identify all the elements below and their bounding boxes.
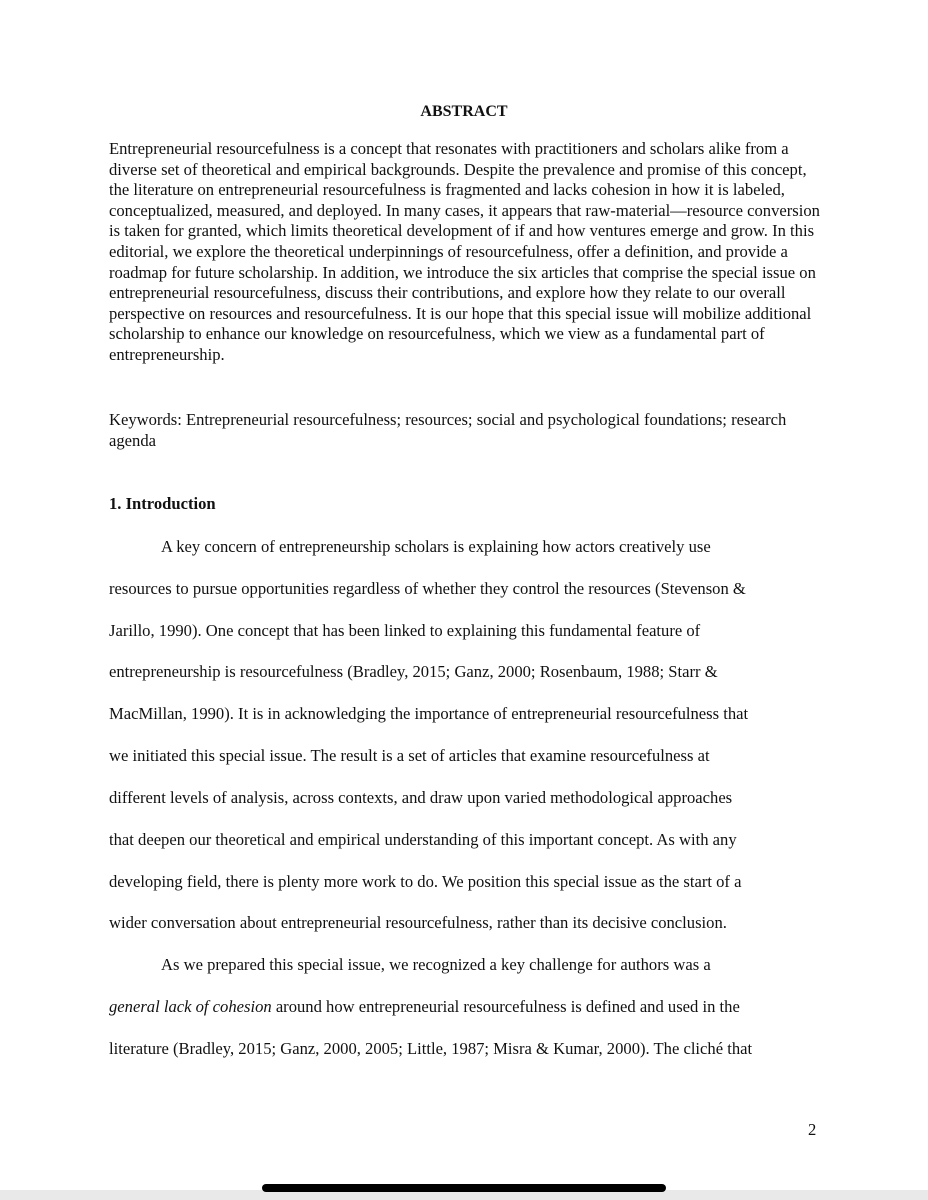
italic-phrase: general lack of cohesion	[109, 997, 272, 1016]
body-line: different levels of analysis, across contexts, and draw upon varied methodological approaches	[109, 788, 733, 807]
body-line: wider conversation about entrepreneurial resourcefulness, rather than its decisive conclusion.	[109, 913, 727, 932]
abstract-heading: ABSTRACT	[420, 103, 508, 120]
body-line: MacMillan, 1990). It is in acknowledging the importance of entrepreneurial resourcefulness that	[109, 704, 749, 723]
home-indicator[interactable]	[262, 1184, 666, 1192]
keywords: Keywords: Entrepreneurial resourcefulness; resources; social and psychological foundations; research agenda	[109, 410, 787, 450]
page-number: 2	[808, 1120, 817, 1139]
body-line: A key concern of entrepreneurship scholars is explaining how actors creatively use	[161, 537, 711, 556]
body-line: resources to pursue opportunities regardless of whether they control the resources (Stevenson &	[109, 579, 746, 598]
body-line: developing field, there is plenty more work to do. We position this special issue as the start of a	[109, 872, 742, 891]
body-line: that deepen our theoretical and empirical understanding of this important concept. As with any	[109, 830, 737, 849]
abstract-body: Entrepreneurial resourcefulness is a concept that resonates with practitioners and scholars alike from a diverse set of theoretical and empirical backgrounds. Despite the prevalence and promise of this concept, the literature on entrepreneurial resourcefulness is fragmented and lacks cohesion in how it is labeled, conceptualized, measured, and deployed. In many cases, it appears that raw-material—resource conversion is taken for granted, which limits theoretical development of if and how ventures emerge and grow. In this editorial, we explore the theoretical underpinnings of resourcefulness, offer a definition, and provide a roadmap for future scholarship. In addition, we introduce the six articles that comprise the special issue on entrepreneurial resourcefulness, discuss their contributions, and explore how they relate to our overall perspective on resources and resourcefulness. It is our hope that this special issue will mobilize additional scholarship to enhance our knowledge on resourcefulness, which we view as a fundamental part of entrepreneurship.	[109, 139, 820, 364]
body-line: Jarillo, 1990). One concept that has been linked to explaining this fundamental feature of	[109, 621, 701, 640]
body-line: entrepreneurship is resourcefulness (Bradley, 2015; Ganz, 2000; Rosenbaum, 1988; Starr &	[109, 662, 718, 681]
body-line-with-italic	[109, 997, 740, 1017]
body-line: As we prepared this special issue, we recognized a key challenge for authors was a	[161, 955, 711, 974]
body-line: literature (Bradley, 2015; Ganz, 2000, 2005; Little, 1987; Misra & Kumar, 2000). The cliché that	[109, 1039, 753, 1058]
section-heading-introduction: 1. Introduction	[109, 494, 216, 513]
body-line-continuation: around how entrepreneurial resourcefulness is defined and used in the	[271, 997, 740, 1016]
body-line: we initiated this special issue. The result is a set of articles that examine resourcefulness at	[109, 746, 710, 765]
